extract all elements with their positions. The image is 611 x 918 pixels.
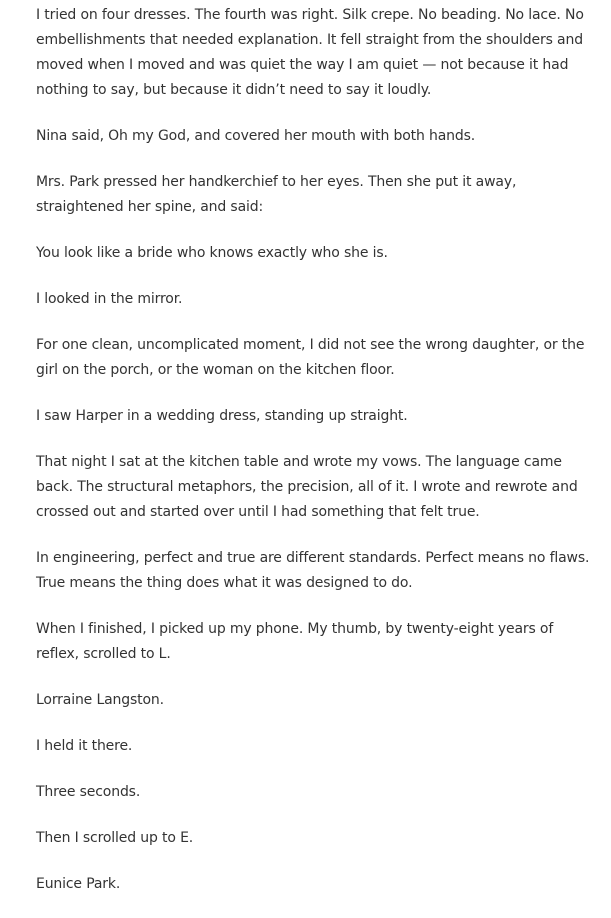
paragraph-engineering: In engineering, perfect and true are different standards. Perfect means no flaws. True means the thing does what it was designed to do. — [36, 550, 590, 591]
paragraph-harper: I saw Harper in a wedding dress, standing up straight. — [36, 408, 408, 424]
paragraph-nina: Nina said, Oh my God, and covered her mouth with both hands. — [36, 128, 476, 144]
paragraph-vows: That night I sat at the kitchen table and wrote my vows. The language came back. The structural metaphors, the precision, all of it. I wrote and rewrote and crossed out and started over until I had something that felt true. — [36, 454, 578, 520]
paragraph-mirror: I looked in the mirror. — [36, 291, 183, 307]
paragraph-three-seconds: Three seconds. — [36, 784, 141, 800]
paragraph-bride: You look like a bride who knows exactly who she is. — [36, 245, 388, 261]
paragraph-mrs-park: Mrs. Park pressed her handkerchief to her eyes. Then she put it away, straightened her spine, and said: — [36, 174, 517, 215]
paragraph-dresses: I tried on four dresses. The fourth was right. Silk crepe. No beading. No lace. No embellishments that needed explanation. It fell straight from the shoulders and moved when I moved and was quiet the way I am quiet — not because it had nothing to say, but because it didn’t need to say it loudly. — [36, 7, 584, 98]
paragraph-held: I held it there. — [36, 738, 133, 754]
paragraph-lorraine: Lorraine Langston. — [36, 692, 164, 708]
paragraph-moment: For one clean, uncomplicated moment, I did not see the wrong daughter, or the girl on the porch, or the woman on the kitchen floor. — [36, 337, 585, 378]
paragraph-scrolled: Then I scrolled up to E. — [36, 830, 194, 846]
story-text — [36, 3, 596, 918]
paragraph-eunice: Eunice Park. — [36, 876, 121, 892]
paragraph-phone: When I finished, I picked up my phone. My thumb, by twenty-eight years of reflex, scrolled to L. — [36, 621, 554, 662]
